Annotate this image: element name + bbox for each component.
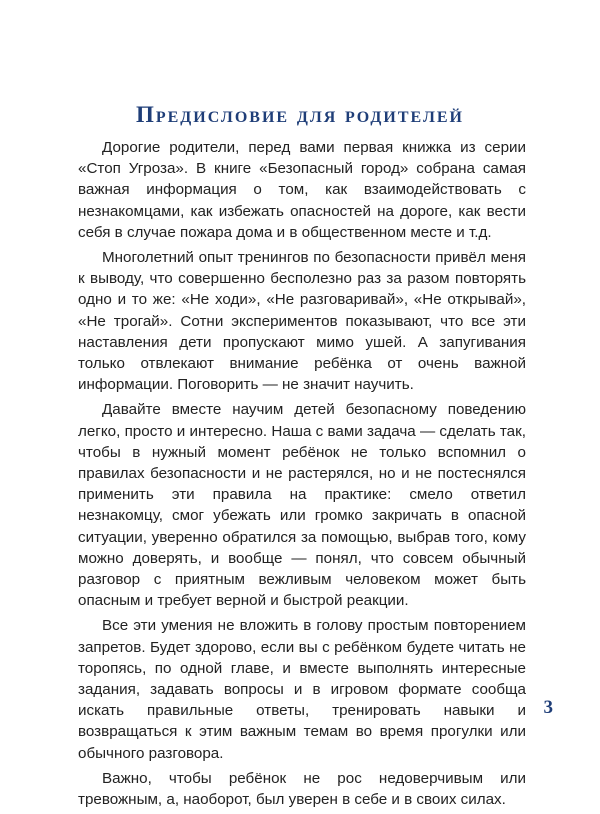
- paragraph: Важно, чтобы ребёнок не рос недоверчивым или тревожным, а, наоборот, был уверен в себе и в своих силах.: [78, 769, 526, 809]
- page-number: 3: [543, 697, 553, 718]
- paragraph: Дорогие родители, перед вами первая книжка из серии «Стоп Угроза». В книге «Безопасный город» собрана самая важная информация о том, как взаимодействовать с незнакомцами, как избежать опасностей на дороге, как вести себя в случае пожара дома и в общественном месте и т.д.: [78, 139, 526, 241]
- paragraph: Все эти умения не вложить в голову простым повторением запретов. Будет здорово, если вы с ребёнком будете читать не торопясь, по одной главе, и вместе выполнять интересные задания, задавать вопросы и в игровом формате сообща искать правильные ответы, тренировать навыки и возвращаться к этим важным темам во время прогулки или обычного разговора.: [78, 617, 526, 762]
- paragraph: Многолетний опыт тренингов по безопасности привёл меня к выводу, что совершенно бесполезно раз за разом повторять одно и то же: «Не ходи», «Не разговаривай», «Не открывай», «Не трогай». Сотни экспериментов показывают, что все эти наставления дети пропускают мимо ушей. А запугивания только отвлекают внимание ребёнка от очень важной информации. Поговорить — не значит научить.: [78, 249, 526, 394]
- body-text: [78, 137, 526, 814]
- page-title: Предисловие для родителей: [135, 102, 465, 127]
- paragraph: Давайте вместе научим детей безопасному поведению легко, просто и интересно. Наша с вами задача — сделать так, чтобы в нужный момент ребёнок не только вспомнил о правилах безопасности и не растерялся, но и не постеснялся применить эти правила на практике: смело ответил незнакомцу, смог убежать или громко закричать в опасной ситуации, уверенно обратился за помощью, выбрав того, кому можно доверять, и вообще — понял, что совсем обычный разговор с приятным вежливым человеком может быть опасным и требует верной и быстрой реакции.: [78, 401, 526, 610]
